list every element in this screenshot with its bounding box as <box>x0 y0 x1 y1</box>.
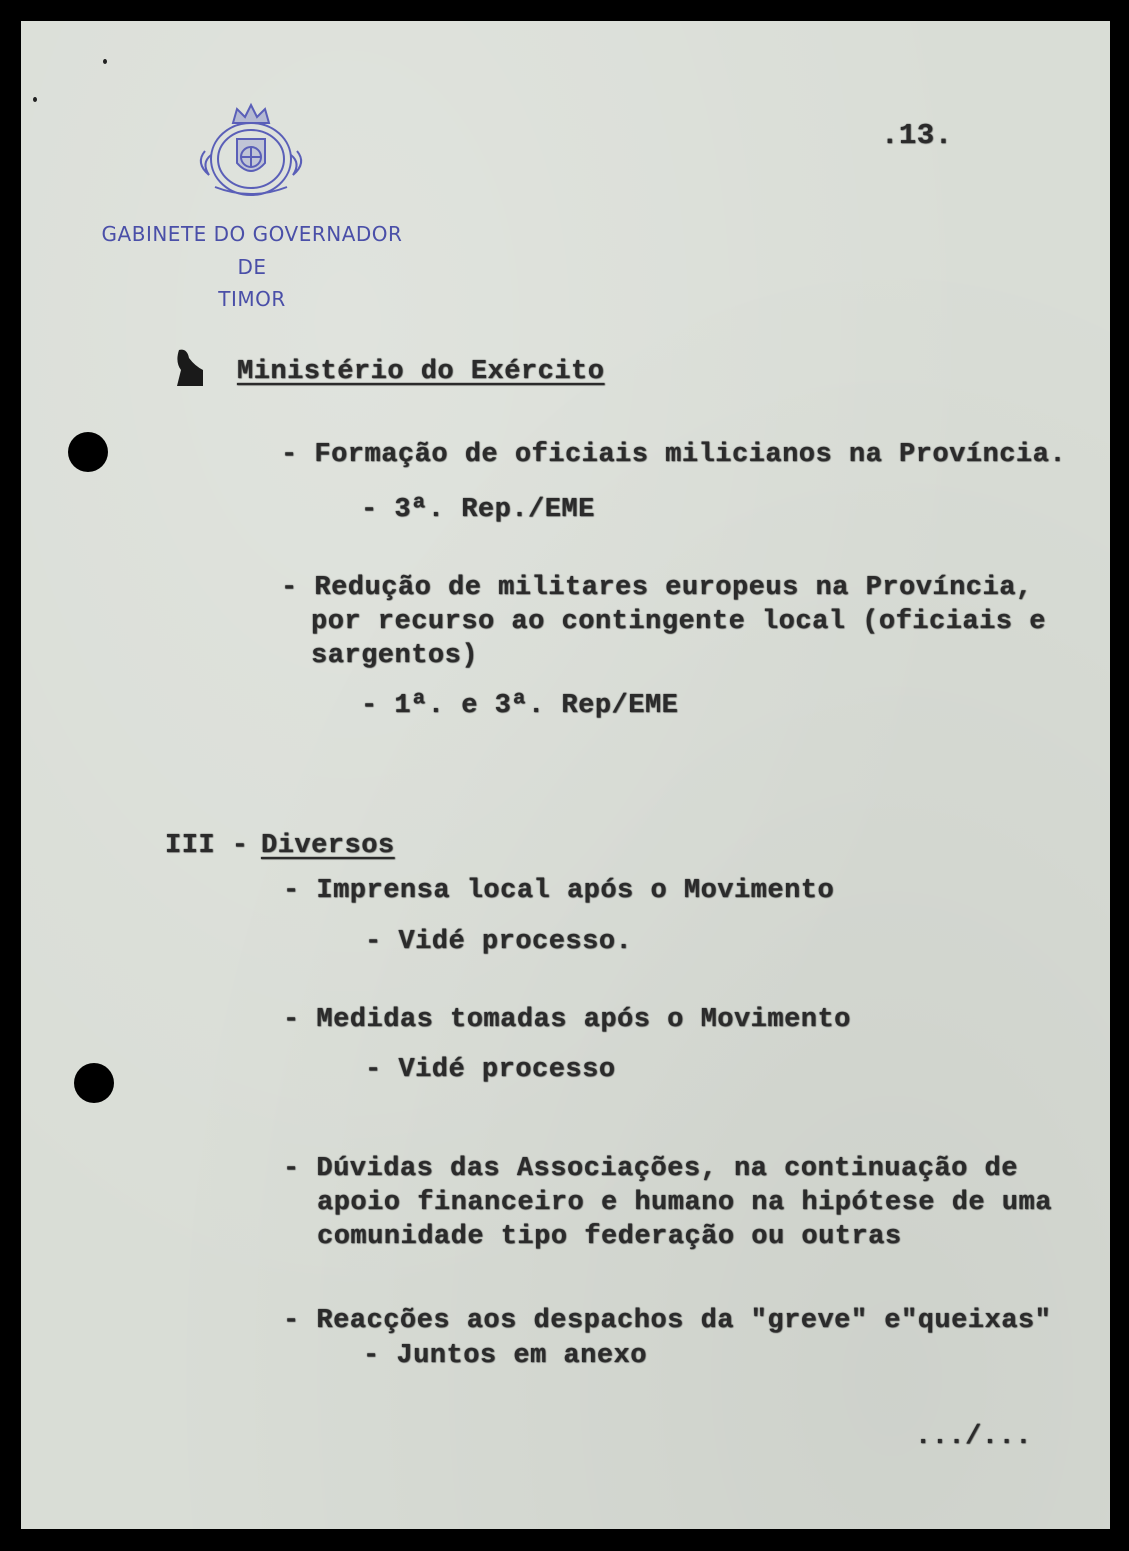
section-number-iii: III - <box>165 831 249 861</box>
ink-speck <box>103 59 107 64</box>
letterhead-line3: TIMOR <box>218 287 286 311</box>
item-imprensa: - Imprensa local após o Movimento <box>283 876 835 906</box>
item-reducao-line1: - Redução de militares europeus na Província, <box>281 573 1033 603</box>
item-medidas-ref: - Vidé processo <box>365 1055 616 1085</box>
letterhead-line1: GABINETE DO GOVERNADOR <box>101 222 403 246</box>
item-medidas: - Medidas tomadas após o Movimento <box>283 1005 851 1035</box>
item-formacao: - Formação de oficiais milicianos na Província. <box>281 440 1067 470</box>
page-number: .13. <box>881 119 953 152</box>
punch-hole-upper <box>68 432 108 472</box>
item-reaccoes-ref: - Juntos em anexo <box>363 1341 647 1371</box>
section-heading-ministerio: Ministério do Exército <box>237 357 605 387</box>
item-reducao-ref: - 1ª. e 3ª. Rep/EME <box>361 691 679 721</box>
item-formacao-ref: - 3ª. Rep./EME <box>361 495 595 525</box>
letterhead-line2: DE <box>237 255 267 279</box>
punch-hole-lower <box>74 1063 114 1103</box>
section-heading-diversos: Diversos <box>261 831 395 861</box>
coat-of-arms-seal-icon <box>193 101 309 203</box>
document-page <box>21 21 1110 1529</box>
item-reducao-line3: sargentos) <box>311 641 479 671</box>
item-duvidas-line3: comunidade tipo federação ou outras <box>317 1222 902 1252</box>
item-imprensa-ref: - Vidé processo. <box>365 927 633 957</box>
item-duvidas-line1: - Dúvidas das Associações, na continuação de <box>283 1154 1018 1184</box>
ink-speck <box>33 97 37 102</box>
item-reaccoes: - Reacções aos despachos da "greve" e"queixas" <box>283 1306 1052 1336</box>
section-marker-mark <box>173 346 207 388</box>
continuation-mark: .../... <box>915 1422 1032 1452</box>
item-duvidas-line2: apoio financeiro e humano na hipótese de uma <box>317 1188 1052 1218</box>
item-reducao-line2: por recurso ao contingente local (oficiais e <box>311 607 1046 637</box>
